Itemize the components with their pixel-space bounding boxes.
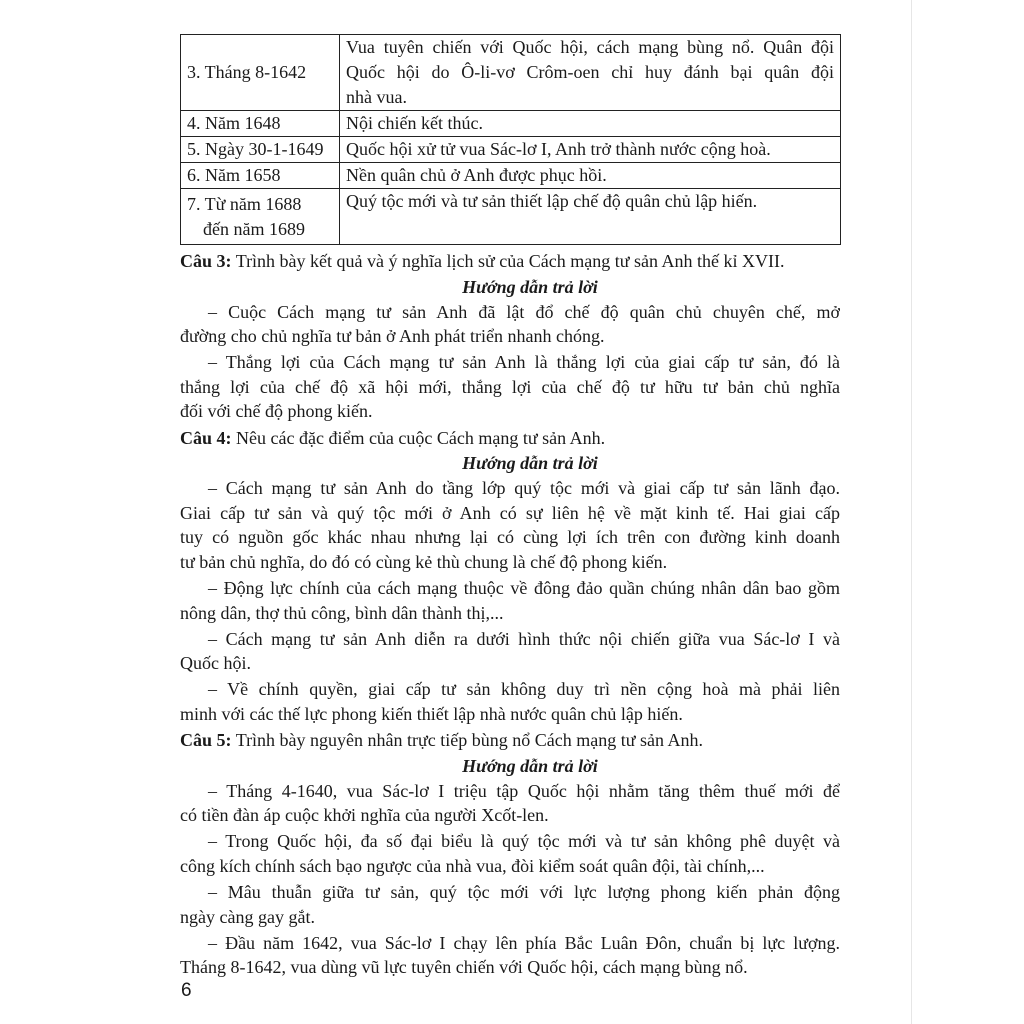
paragraph-line: Quốc hội.	[180, 653, 251, 674]
paragraph-line: – Thắng lợi của Cách mạng tư sản Anh là thắng lợi của giai cấp tư sản, đó là	[208, 352, 840, 373]
paragraph-line: đối với chế độ phong kiến.	[180, 401, 373, 422]
paragraph-line: – Tháng 4-1640, vua Sác-lơ I triệu tập Quốc hội nhằm tăng thêm thuế mới để	[208, 780, 840, 801]
question-3	[180, 249, 840, 274]
paragraph-line: – Cách mạng tư sản Anh diễn ra dưới hình thức nội chiến giữa vua Sác-lơ I và	[208, 628, 840, 649]
event-line: Vua tuyên chiến với Quốc hội, cách mạng bùng nổ. Quân đội	[346, 37, 834, 57]
date-line: 7. Từ năm 1688	[187, 193, 302, 214]
paragraph-line: – Đầu năm 1642, vua Sác-lơ I chạy lên phía Bắc Luân Đôn, chuẩn bị lực lượng.	[208, 932, 840, 953]
paragraph-line: minh với các thế lực phong kiến thiết lập nhà nước quân chủ lập hiến.	[180, 704, 683, 724]
date-text: 6. Năm 1658	[187, 165, 281, 185]
paragraph-line: thắng lợi của chế độ xã hội mới, thắng lợi của chế độ tư hữu tư bản chủ nghĩa	[180, 376, 840, 397]
paragraph-line: Tháng 8-1642, vua dùng vũ lực tuyên chiến với Quốc hội, cách mạng bùng nổ.	[180, 957, 748, 978]
question-text: Trình bày kết quả và ý nghĩa lịch sử của Cách mạng tư sản Anh thế kỉ XVII.	[235, 251, 785, 271]
date-cell	[181, 189, 340, 245]
paragraph-line: có tiền đàn áp cuộc khởi nghĩa của người Xcốt-len.	[180, 805, 549, 826]
event-line: Quý tộc mới và tư sản thiết lập chế độ quân chủ lập hiến.	[346, 191, 758, 211]
date-cell	[181, 163, 340, 189]
answer-paragraph	[180, 476, 840, 574]
event-cell	[340, 189, 841, 245]
question-text: Trình bày nguyên nhân trực tiếp bùng nổ Cách mạng tư sản Anh.	[235, 730, 703, 751]
page-number: 6	[181, 980, 192, 1001]
answer-paragraph	[180, 350, 840, 424]
event-line: Quốc hội xử tử vua Sác-lơ I, Anh trở thành nước cộng hoà.	[346, 139, 771, 159]
paragraph-line: – Cuộc Cách mạng tư sản Anh đã lật đổ chế độ quân chủ chuyên chế, mở	[208, 301, 840, 322]
event-line: Nội chiến kết thúc.	[346, 113, 483, 133]
question-label: Câu 5:	[180, 730, 232, 751]
question-5	[180, 728, 840, 753]
answer-paragraph	[180, 300, 840, 349]
answer-paragraph	[180, 880, 840, 929]
paragraph-line: – Động lực chính của cách mạng thuộc về đông đảo quần chúng nhân dân bao gồm	[208, 578, 840, 599]
date-cell	[181, 111, 340, 137]
table-row	[181, 35, 841, 111]
answer-heading: Hướng dẫn trả lời	[462, 276, 598, 297]
paragraph-line: nông dân, thợ thủ công, bình dân thành thị,...	[180, 602, 504, 623]
question-label: Câu 4:	[180, 427, 232, 448]
table-row	[181, 137, 841, 163]
table-row	[181, 163, 841, 189]
document-body	[180, 249, 840, 981]
answer-heading: Hướng dẫn trả lời	[462, 453, 598, 474]
paragraph-line: – Mâu thuẫn giữa tư sản, quý tộc mới với lực lượng phong kiến phản động	[208, 882, 840, 903]
event-cell	[340, 35, 841, 111]
timeline-table	[180, 34, 841, 245]
paragraph-line: – Về chính quyền, giai cấp tư sản không duy trì nền cộng hoà mà phải liên	[208, 679, 840, 700]
answer-paragraph	[180, 779, 840, 828]
event-line: Quốc hội do Ô-li-vơ Crôm-oen chỉ huy đánh bại quân đội	[346, 62, 834, 82]
date-text: 4. Năm 1648	[187, 113, 281, 133]
paragraph-line: đường cho chủ nghĩa tư bản ở Anh phát triển nhanh chóng.	[180, 326, 605, 347]
answer-paragraph	[180, 931, 840, 980]
event-cell	[340, 137, 841, 163]
event-line: nhà vua.	[346, 87, 407, 107]
question-4	[180, 426, 840, 451]
date-text: 5. Ngày 30-1-1649	[187, 139, 324, 159]
paragraph-line: tuy có nguồn gốc khác nhau nhưng lại có cùng lợi ích trên con đường kinh doanh	[180, 527, 840, 548]
paragraph-line: ngày càng gay gắt.	[180, 906, 315, 927]
table-row	[181, 111, 841, 137]
date-cell	[181, 35, 340, 111]
event-cell	[340, 163, 841, 189]
paragraph-line: – Cách mạng tư sản Anh do tầng lớp quý tộc mới và giai cấp tư sản lãnh đạo.	[208, 478, 840, 499]
page-edge	[911, 0, 912, 1024]
date-line: đến năm 1689	[203, 218, 305, 239]
date-text: 3. Tháng 8-1642	[187, 62, 307, 82]
paragraph-line: – Trong Quốc hội, đa số đại biểu là quý tộc mới và tư sản không phê duyệt và	[208, 831, 840, 852]
paragraph-line: Giai cấp tư sản và quý tộc mới ở Anh có sự liên hệ về mặt kinh tế. Hai giai cấp	[180, 502, 840, 523]
answer-paragraph	[180, 677, 840, 726]
paragraph-line: tư bản chủ nghĩa, do đó có cùng kẻ thù chung là chế độ phong kiến.	[180, 551, 668, 572]
event-line: Nền quân chủ ở Anh được phục hồi.	[346, 165, 607, 185]
question-text: Nêu các đặc điểm của cuộc Cách mạng tư sản Anh.	[236, 427, 606, 448]
date-cell	[181, 137, 340, 163]
answer-paragraph	[180, 627, 840, 676]
paragraph-line: công kích chính sách bạo ngược của nhà vua, đòi kiểm soát quân đội, tài chính,...	[180, 855, 765, 876]
event-cell	[340, 111, 841, 137]
answer-paragraph	[180, 576, 840, 625]
answer-heading: Hướng dẫn trả lời	[462, 755, 598, 776]
table-row	[181, 189, 841, 245]
answer-paragraph	[180, 829, 840, 878]
question-label: Câu 3:	[180, 251, 232, 271]
